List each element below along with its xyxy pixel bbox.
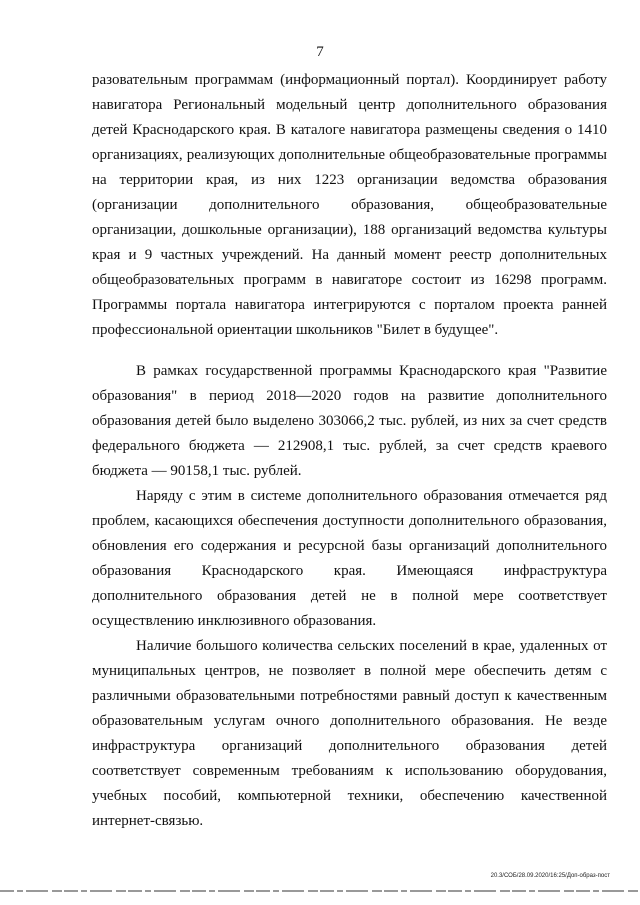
document-body: [92, 68, 607, 834]
paragraph-system-problems: Наряду с этим в системе дополнительного образования отмечается ряд проблем, касающихся обеспечения доступности дополнительного образования, обновления его содержания и ресурсной базы организаций дополнительного образования Краснодарского края. Имеющаяся инфраструктура дополнительного образования детей не в полной мере соответствует осуществлению инклюзивного образования.: [92, 488, 607, 629]
paragraph-state-program-funding: В рамках государственной программы Краснодарского края "Развитие образования" в период 2018—2020 годов на развитие дополнительного образования детей было выделено 303066,2 тыс. рублей, из них за счет средств федерального бюджета — 212908,1 тыс. рублей, за счет средств краевого бюджета — 90158,1 тыс. рублей.: [92, 363, 607, 479]
footer-document-code: 20.3/СОБ/28.09.2020/16:25/Доп-образ-пост: [490, 873, 610, 879]
bottom-scan-line: [0, 890, 640, 892]
page-number: 7: [316, 44, 324, 60]
paragraph-rural-access: Наличие большого количества сельских поселений в крае, удаленных от муниципальных центров, не позволяет в полной мере обеспечить детям с различными образовательными потребностями равный доступ к качественным образовательным услугам очного дополнительного образования. Не везде инфраструктура организаций дополнительного образования детей соответствует современным требованиям к использованию оборудования, учебных пособий, компьютерной техники, обеспечению качественной интернет-связью.: [92, 638, 607, 829]
paragraph-navigator-portal: разовательным программам (информационный портал). Координирует работу навигатора Региональный модельный центр дополнительного образования детей Краснодарского края. В каталоге навигатора размещены сведения о 1410 организациях, реализующих дополнительные общеобразовательные программы на территории края, из них 1223 организации ведомства образования (организации дополнительного образования, общеобразовательные организации, дошкольные организации), 188 организаций ведомства культуры края и 9 частных учреждений. На данный момент реестр дополнительных общеобразовательных программ в навигаторе состоит из 16298 программ. Программы портала навигатора интегрируются с порталом проекта ранней профессиональной ориентации школьников "Билет в будущее".: [92, 72, 607, 338]
